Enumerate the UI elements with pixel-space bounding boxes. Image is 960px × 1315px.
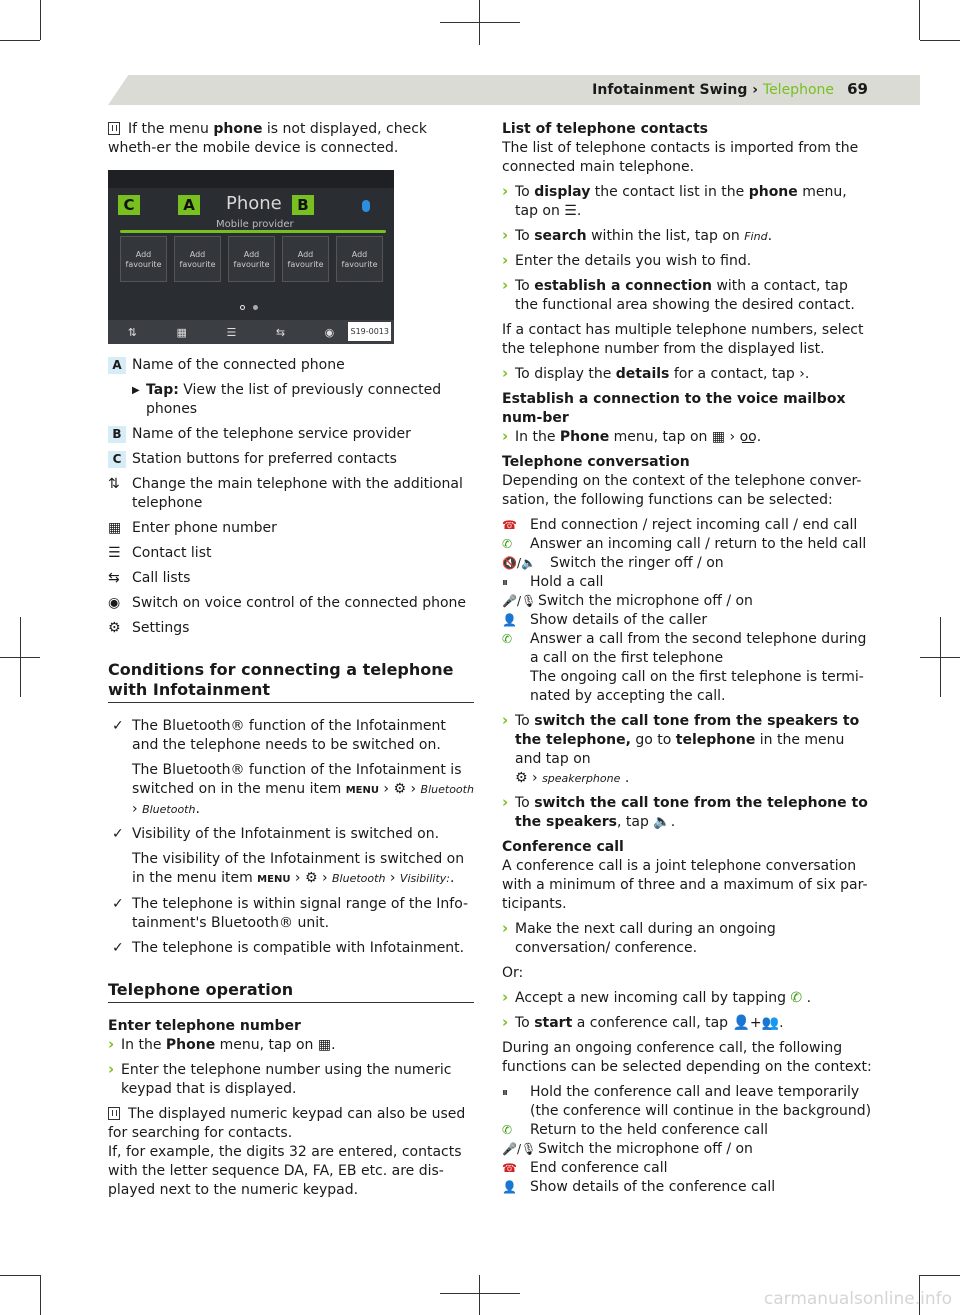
paragraph: If a contact has multiple telephone numbers, select the telephone number from the displayed list. (502, 322, 864, 357)
step-item: › Accept a new incoming call by tapping ✆ . (502, 989, 872, 1008)
icon-legend-item: ⇆ Call lists (108, 570, 191, 586)
paragraph: Depending on the context of the telephone conver-sation, the following functions can be selected: (502, 473, 862, 508)
contacts-icon: ☰ (108, 545, 121, 561)
screen-title: Phone (226, 193, 282, 214)
phone-screen-figure (108, 170, 394, 344)
ringer-icon: 🔇/🔈 (502, 556, 536, 570)
status-bar (108, 170, 394, 188)
person-icon: 👤 (502, 613, 517, 627)
keypad-icon: ▦ (317, 1037, 332, 1053)
voicemail-icon: ᴏ͟ᴏ (739, 429, 757, 445)
function-item: ☎ End conference call (502, 1160, 668, 1176)
settings-icon: ⚙ (304, 870, 318, 886)
step-item: › To search within the list, tap on Find. (502, 227, 872, 246)
favourite-tile[interactable]: Add favourite (282, 236, 329, 282)
settings-icon: ⚙ (515, 770, 528, 786)
end-call-icon: ☎ (502, 1161, 517, 1175)
step-item: › Enter the telephone number using the numeric keypad that is displayed. (108, 1061, 474, 1099)
breadcrumb: Infotainment Swing › Telephone (592, 82, 834, 98)
page-number: 69 (847, 80, 868, 98)
condition-item: ✓ The telephone is within signal range of the Info-tainment's Bluetooth® unit. (108, 895, 474, 933)
legend-item: C Station buttons for preferred contacts (108, 450, 474, 469)
crop-mark (919, 0, 920, 40)
condition-item: ✓ The telephone is compatible with Infotainment. (108, 939, 474, 958)
subheading-voicemail: Establish a connection to the voice mailbox num-ber (502, 391, 846, 426)
function-item: ☎ End connection / reject incoming call / end call (502, 517, 858, 533)
condition-item: ✓ The Bluetooth® function of the Infotainment and the telephone needs to be switched on. (108, 717, 474, 755)
step-item: › Make the next call during an ongoing conversation/ conference. (502, 920, 872, 958)
speaker-icon: 🔈 (653, 814, 671, 830)
crop-mark (0, 40, 40, 41)
subheading-enter-number: Enter telephone number (108, 1018, 301, 1034)
bluetooth-icon (362, 200, 370, 212)
answer-call-icon: ✆ (502, 1123, 513, 1137)
settings-icon: ⚙ (393, 781, 407, 797)
paragraph: During an ongoing conference call, the following functions can be selected depending on the context: (502, 1040, 872, 1075)
heading-conditions: Conditions for connecting a telephone with Infotainment (108, 660, 474, 703)
call-list-icon[interactable]: ⇆ (275, 325, 286, 339)
chevron-right-icon: › (799, 366, 805, 382)
legend-subitem: ▶ Tap: View the list of previously connected phones (132, 381, 474, 419)
note-keypad-example: If, for example, the digits 32 are entered, contacts with the letter sequence DA, FA, EB etc. are dis-played next to the numeric keypad. (108, 1144, 462, 1198)
legend-item: A Name of the connected phone (108, 356, 474, 375)
function-item: 👤 Show details of the caller (502, 612, 708, 628)
step-item: › To switch the call tone from the telephone to the speakers, tap 🔈. (502, 794, 872, 832)
crop-mark (920, 657, 960, 658)
voice-control-icon[interactable]: ◉ (324, 325, 335, 339)
favourite-tile[interactable]: Add favourite (228, 236, 275, 282)
function-item: ⏸ Hold a call (502, 574, 604, 590)
paragraph: A conference call is a joint telephone conversation with a minimum of three and a maximum of six par-ticipants. (502, 858, 868, 912)
crop-mark (440, 22, 520, 23)
voice-control-icon: ◉ (108, 595, 121, 611)
keypad-icon[interactable]: ▦ (176, 325, 187, 339)
note-phone-menu: If the menu phone is not displayed, check wheth-er the mobile device is connected. (108, 121, 428, 156)
step-item: › To switch the call tone from the speakers to the telephone, go to telephone in the menu and tap on ⚙ › speakerphone . (502, 712, 872, 788)
switch-phone-icon: ⇅ (108, 476, 120, 492)
function-item: 👤 Show details of the conference call (502, 1179, 776, 1195)
note-icon (108, 1107, 120, 1120)
answer-call-icon: ✆ (790, 990, 803, 1006)
favourite-tile[interactable]: Add favourite (174, 236, 221, 282)
icon-legend-item: ☰ Contact list (108, 545, 212, 561)
step-item: › Enter the details you wish to find. (502, 252, 872, 271)
crop-mark (0, 1275, 40, 1276)
condition-item: ✓ Visibility of the Infotainment is switched on. (108, 825, 474, 844)
end-call-icon: ☎ (502, 518, 517, 532)
condition-detail: The Bluetooth® function of the Infotainment is switched on in the menu item MENU › ⚙ › Bluetooth › Bluetooth. (132, 762, 474, 817)
step-item: › To display the details for a contact, tap ›. (502, 365, 872, 384)
hold-call-icon: ⏸ (502, 575, 509, 589)
switch-phone-icon[interactable]: ⇅ (127, 325, 137, 339)
function-item: 🎤/🎙 Switch the microphone off / on (502, 1141, 753, 1157)
favourite-tiles (120, 236, 383, 282)
right-column (502, 120, 872, 1197)
screen-subtitle: Mobile provider (216, 219, 294, 230)
function-item: ⏸ Hold the conference call and leave temporarily (the conference will continue in the background) (502, 1084, 872, 1119)
keypad-icon: ▦ (108, 520, 122, 536)
settings-icon: ⚙ (108, 620, 121, 636)
watermark: carmanualsonline.info (763, 1289, 952, 1309)
crop-mark (440, 1293, 520, 1294)
note-keypad: The displayed numeric keypad can also be used for searching for contacts. (108, 1106, 466, 1141)
icon-legend-item: ▦ Enter phone number (108, 520, 277, 536)
crop-mark (40, 1275, 41, 1315)
function-item: 🔇/🔈 Switch the ringer off / on (502, 555, 724, 571)
answer-call-icon: ✆ (502, 537, 513, 551)
step-item: › In the Phone menu, tap on ▦. (108, 1036, 474, 1055)
subheading-conversation: Telephone conversation (502, 454, 690, 470)
label-b: B (292, 195, 314, 215)
label-c: C (118, 195, 140, 215)
subheading-conference: Conference call (502, 839, 624, 855)
icon-legend-item: ⚙ Settings (108, 620, 190, 636)
contacts-icon[interactable]: ☰ (226, 325, 237, 339)
favourite-tile[interactable]: Add favourite (120, 236, 167, 282)
function-item: ✆ Return to the held conference call (502, 1122, 768, 1138)
function-item: ✆ Answer an incoming call / return to the held call (502, 536, 867, 552)
legend-item: B Name of the telephone service provider (108, 425, 474, 444)
note-icon (108, 122, 120, 135)
crop-mark (920, 1275, 960, 1276)
paragraph: Or: (502, 965, 524, 981)
step-item: › In the Phone menu, tap on ▦ › ᴏ͟ᴏ. (502, 428, 872, 447)
microphone-icon: 🎤/🎙 (502, 1142, 537, 1156)
left-column (108, 120, 474, 1206)
function-item: ✆ Answer a call from the second telephone during a call on the first telephone (502, 631, 867, 666)
call-list-icon: ⇆ (108, 570, 120, 586)
conference-icon: 👤+👥 (732, 1015, 780, 1031)
function-item: 🎤/🎙 Switch the microphone off / on (502, 593, 753, 609)
step-item: › To start a conference call, tap 👤+👥. (502, 1014, 872, 1033)
page-dots (240, 305, 258, 310)
icon-legend-item: ⇅ Change the main telephone with the additional telephone (108, 476, 463, 511)
crop-mark (0, 657, 40, 658)
subheading-contacts: List of telephone contacts (502, 121, 708, 137)
paragraph: The list of telephone contacts is imported from the connected main telephone. (502, 140, 859, 175)
crop-mark (479, 1275, 480, 1315)
keypad-icon: ▦ (711, 429, 726, 445)
heading-operation: Telephone operation (108, 980, 474, 1003)
step-item: › To establish a connection with a contact, tap the functional area showing the desired contact. (502, 277, 872, 315)
second-phone-icon: ✆ (502, 632, 513, 646)
figure-code: S19-0013 (348, 322, 391, 341)
favourite-tile[interactable]: Add favourite (336, 236, 383, 282)
function-detail: The ongoing call on the first telephone is termi-nated by accepting the call. (530, 669, 864, 704)
page-dot (240, 305, 245, 310)
step-item: › To display the contact list in the phone menu, tap on ☰. (502, 183, 872, 221)
crop-mark (920, 40, 960, 41)
hold-call-icon: ⏸ (502, 1085, 509, 1099)
crop-mark (40, 0, 41, 40)
icon-legend-item: ◉ Switch on voice control of the connected phone (108, 595, 467, 611)
condition-detail: The visibility of the Infotainment is switched on in the menu item MENU › ⚙ › Bluetooth › Visibility:. (132, 851, 465, 886)
contacts-icon: ☰ (564, 203, 577, 219)
microphone-icon: 🎤/🎙 (502, 594, 537, 608)
person-icon: 👤 (502, 1180, 517, 1194)
highlight-line (120, 230, 386, 233)
page-dot (253, 305, 258, 310)
label-a: A (178, 195, 200, 215)
